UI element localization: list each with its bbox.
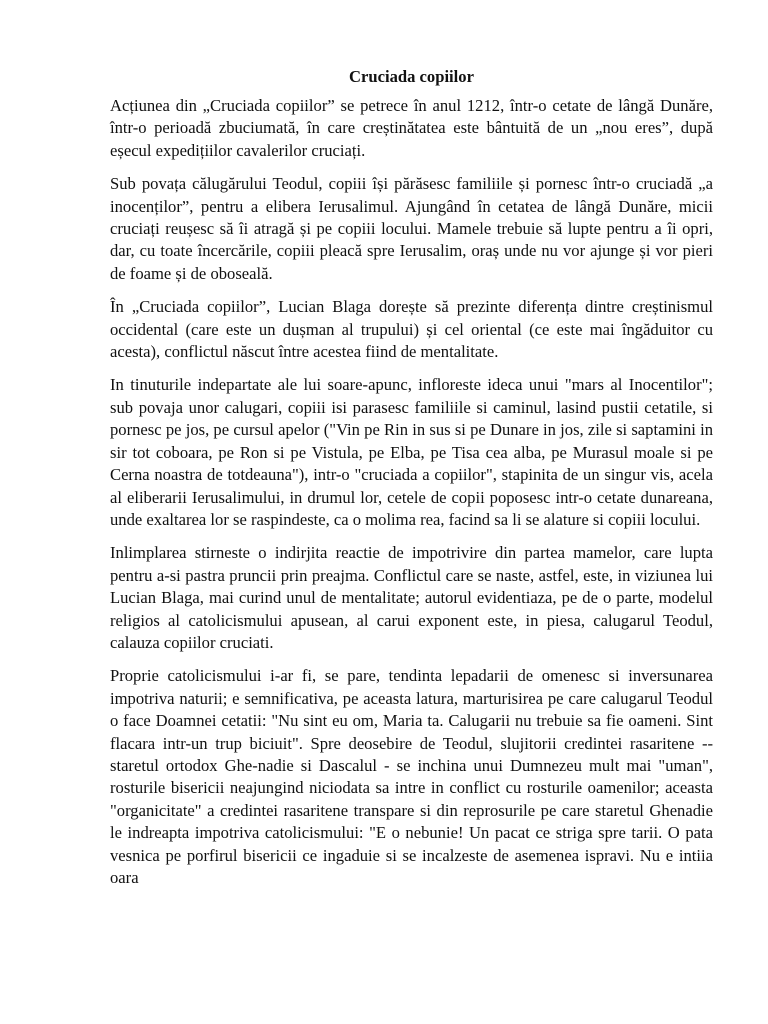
paragraph-6: Proprie catolicismului i-ar fi, se pare, tendinta lepadarii de omenesc si inversunarea impotriva naturii; e semnificativa, pe aceasta latura, marturisirea pe care calugarul Teodul o face Doamnei cetatii: "Nu sint eu om, Maria ta. Calugarii nu trebuie sa fie oameni. Sint flacara intr-un trup biciuit". Spre deosebire de Teodul, slujitorii credintei rasaritene -- staretul ortodox Ghe-nadie si Dascalul - se inchina unui Dumnezeu mult mai "uman", rosturile bisericii neajungind niciodata sa intre in conflict cu rosturile oamenilor; aceasta "organicitate" a credintei rasaritene transpare si din reprosurile pe care staretul Ghenadie le indreapta impotriva catolicismului: "E o nebunie! Un pacat ce striga spre tarii. O pata vesnica pe porfirul bisericii ce ingaduie si se incalzeste de asemenea ispravi. Nu e intiia oara <box>110 666 713 887</box>
paragraph-2: Sub povața călugărului Teodul, copiii își părăsesc familiile și pornesc într-o cruciadă „a inocenților”, pentru a elibera Ierusalimul. Ajungând în cetatea de lângă Dunăre, micii cruciați reușesc să îi atragă și pe copiii locului. Mamele trebuie să lupte pentru a îi opri, dar, cu toate încercările, copiii pleacă spre Ierusalim, oraș unde nu vor ajunge și vor pieri de foame și de oboseală. <box>110 174 713 283</box>
paragraph-1: Acțiunea din „Cruciada copiilor” se petrece în anul 1212, într-o cetate de lângă Dunăre, într-o perioadă zbuciumată, în care creștinătatea este bântuită de un „nou eres”, după eșecul expedițiilor cavalerilor cruciați. <box>110 96 713 160</box>
paragraph-4: In tinuturile indepartate ale lui soare-apunc, infloreste ideca unui "mars al Inocentilor"; sub povaja unor calugari, copiii isi parasesc familiile si caminul, lasind pustii cetatile, si pornesc pe jos, pe cursul apelor ("Vin pe Rin in sus si pe Dunare in jos, zile si saptamini in sir tot coboara, pe Ron si pe Vistula, pe Elba, pe Tisa cea alba, pe Murasul moale si pe Cerna noastra de totdeauna"), intr-o "cruciada a copiilor", stapinita de un singur vis, acela al eliberarii Ierusalimului, in drumul lor, cetele de copii poposesc intr-o cetate dunareana, unde exaltarea lor se raspindeste, ca o molima rea, facind sa li se alature si copiii locului. <box>110 375 713 529</box>
document-title: Cruciada copiilor <box>349 67 474 86</box>
paragraph-3: În „Cruciada copiilor”, Lucian Blaga dorește să prezinte diferența dintre creștinismul occidental (care este un dușman al trupului) și cel oriental (ce este mai îngăduitor cu acesta), conflictul născut între acestea fiind de mentalitate. <box>110 297 713 362</box>
document-body <box>110 66 713 900</box>
paragraph-5: Inlimplarea stirneste o indirjita reactie de impotrivire din partea mamelor, care lupta pentru a-si pastra pruncii prin preajma. Conflictul care se naste, astfel, este, in viziunea lui Lucian Blaga, mai curind unul de mentalitate; autorul evidentiaza, pe de o parte, modelul religios al catolicismului apusean, al carui exponent este, in piesa, calugarul Teodul, calauza copiilor cruciati. <box>110 543 713 652</box>
